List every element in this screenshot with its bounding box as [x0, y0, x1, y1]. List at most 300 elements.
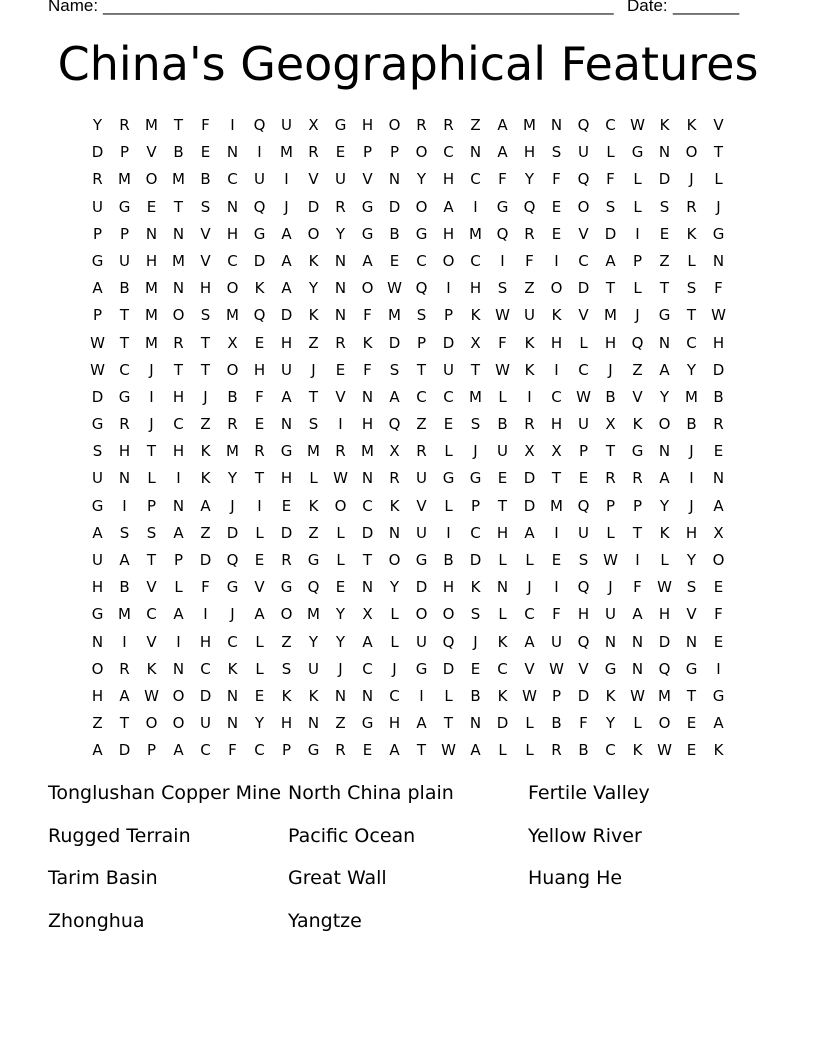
- grid-cell[interactable]: X: [605, 415, 616, 434]
- grid-cell[interactable]: W: [90, 360, 105, 379]
- grid-cell[interactable]: T: [686, 306, 697, 325]
- grid-cell[interactable]: H: [91, 686, 104, 705]
- grid-cell[interactable]: F: [714, 279, 723, 298]
- grid-cell[interactable]: I: [446, 279, 451, 298]
- grid-cell[interactable]: X: [524, 442, 535, 461]
- grid-cell[interactable]: V: [146, 143, 157, 162]
- grid-cell[interactable]: D: [577, 279, 590, 298]
- grid-cell[interactable]: A: [497, 116, 508, 134]
- grid-cell[interactable]: T: [119, 714, 130, 733]
- grid-cell[interactable]: M: [685, 387, 698, 406]
- grid-cell[interactable]: G: [658, 306, 671, 325]
- grid-cell[interactable]: O: [91, 659, 104, 678]
- grid-cell[interactable]: E: [551, 197, 562, 216]
- grid-cell[interactable]: H: [577, 605, 590, 624]
- grid-cell[interactable]: A: [92, 741, 103, 760]
- grid-cell[interactable]: J: [203, 387, 208, 406]
- grid-cell[interactable]: I: [689, 469, 694, 488]
- grid-cell[interactable]: L: [498, 551, 507, 569]
- grid-cell[interactable]: D: [388, 333, 401, 352]
- grid-cell[interactable]: M: [145, 333, 158, 352]
- grid-cell[interactable]: T: [659, 279, 670, 298]
- grid-cell[interactable]: N: [307, 714, 320, 733]
- grid-cell[interactable]: P: [632, 496, 643, 515]
- grid-cell[interactable]: G: [631, 143, 644, 162]
- grid-cell[interactable]: P: [362, 143, 373, 162]
- grid-cell[interactable]: T: [173, 197, 184, 216]
- grid-cell[interactable]: T: [551, 469, 562, 488]
- grid-cell[interactable]: E: [335, 360, 346, 379]
- grid-cell[interactable]: I: [419, 686, 424, 705]
- grid-cell[interactable]: Q: [523, 197, 536, 216]
- grid-cell[interactable]: A: [443, 197, 454, 216]
- grid-cell[interactable]: G: [307, 741, 320, 760]
- grid-cell[interactable]: C: [470, 170, 481, 189]
- grid-cell[interactable]: H: [226, 224, 239, 243]
- grid-cell[interactable]: Q: [253, 306, 266, 325]
- grid-cell[interactable]: A: [119, 551, 130, 569]
- grid-cell[interactable]: J: [230, 605, 235, 624]
- grid-cell[interactable]: E: [659, 224, 670, 243]
- grid-cell[interactable]: B: [119, 578, 130, 597]
- grid-cell[interactable]: P: [389, 143, 400, 162]
- grid-cell[interactable]: N: [604, 632, 617, 651]
- grid-cell[interactable]: V: [146, 578, 157, 597]
- grid-cell[interactable]: H: [199, 279, 212, 298]
- grid-cell[interactable]: G: [604, 659, 617, 678]
- grid-cell[interactable]: B: [173, 143, 184, 162]
- grid-cell[interactable]: A: [173, 605, 184, 624]
- grid-cell[interactable]: E: [578, 469, 589, 488]
- grid-cell[interactable]: F: [714, 605, 723, 624]
- grid-cell[interactable]: D: [361, 523, 374, 542]
- grid-cell[interactable]: Z: [335, 714, 346, 733]
- grid-cell[interactable]: N: [145, 224, 158, 243]
- grid-cell[interactable]: X: [308, 116, 319, 134]
- grid-cell[interactable]: H: [280, 469, 293, 488]
- grid-cell[interactable]: O: [172, 714, 185, 733]
- grid-cell[interactable]: A: [713, 496, 724, 515]
- grid-cell[interactable]: O: [145, 170, 158, 189]
- grid-cell[interactable]: S: [119, 523, 130, 542]
- grid-cell[interactable]: J: [527, 578, 532, 597]
- grid-cell[interactable]: K: [524, 360, 535, 379]
- grid-cell[interactable]: S: [92, 442, 103, 461]
- grid-cell[interactable]: T: [362, 551, 373, 569]
- grid-cell[interactable]: N: [334, 686, 347, 705]
- grid-cell[interactable]: N: [712, 251, 725, 270]
- grid-cell[interactable]: R: [254, 442, 265, 461]
- grid-cell[interactable]: B: [227, 387, 238, 406]
- grid-cell[interactable]: L: [525, 714, 534, 733]
- grid-cell[interactable]: L: [633, 714, 642, 733]
- grid-cell[interactable]: W: [657, 741, 672, 760]
- grid-cell[interactable]: M: [469, 224, 482, 243]
- grid-cell[interactable]: C: [146, 605, 157, 624]
- grid-cell[interactable]: P: [173, 551, 184, 569]
- grid-cell[interactable]: A: [281, 224, 292, 243]
- grid-cell[interactable]: W: [711, 306, 726, 325]
- grid-cell[interactable]: N: [172, 224, 185, 243]
- grid-cell[interactable]: W: [657, 578, 672, 597]
- grid-cell[interactable]: H: [388, 714, 401, 733]
- grid-cell[interactable]: J: [608, 578, 613, 597]
- grid-cell[interactable]: U: [524, 306, 535, 325]
- grid-cell[interactable]: D: [442, 333, 455, 352]
- grid-cell[interactable]: N: [631, 632, 644, 651]
- grid-cell[interactable]: K: [632, 741, 643, 760]
- grid-cell[interactable]: F: [363, 306, 372, 325]
- grid-cell[interactable]: A: [362, 251, 373, 270]
- grid-cell[interactable]: K: [362, 333, 373, 352]
- grid-cell[interactable]: L: [444, 686, 453, 705]
- grid-cell[interactable]: D: [280, 523, 293, 542]
- grid-cell[interactable]: C: [200, 659, 211, 678]
- grid-cell[interactable]: V: [524, 659, 535, 678]
- grid-cell[interactable]: G: [118, 387, 131, 406]
- grid-cell[interactable]: A: [659, 469, 670, 488]
- grid-cell[interactable]: D: [91, 387, 104, 406]
- grid-cell[interactable]: K: [659, 523, 670, 542]
- grid-cell[interactable]: S: [416, 306, 427, 325]
- grid-cell[interactable]: B: [389, 224, 400, 243]
- grid-cell[interactable]: S: [200, 306, 211, 325]
- grid-cell[interactable]: R: [524, 415, 535, 434]
- grid-cell[interactable]: Y: [686, 551, 697, 569]
- grid-cell[interactable]: W: [144, 686, 159, 705]
- grid-cell[interactable]: H: [361, 116, 374, 134]
- grid-cell[interactable]: L: [390, 605, 399, 624]
- grid-cell[interactable]: J: [284, 197, 289, 216]
- grid-cell[interactable]: W: [333, 469, 348, 488]
- grid-cell[interactable]: E: [281, 496, 292, 515]
- grid-cell[interactable]: D: [199, 686, 212, 705]
- grid-cell[interactable]: A: [362, 632, 373, 651]
- grid-cell[interactable]: R: [335, 741, 346, 760]
- grid-cell[interactable]: Z: [200, 523, 211, 542]
- grid-cell[interactable]: H: [280, 714, 293, 733]
- grid-cell[interactable]: A: [470, 741, 481, 760]
- grid-cell[interactable]: L: [336, 551, 345, 569]
- grid-cell[interactable]: N: [361, 387, 374, 406]
- grid-cell[interactable]: R: [416, 442, 427, 461]
- grid-cell[interactable]: L: [498, 605, 507, 624]
- grid-cell[interactable]: G: [91, 496, 104, 515]
- grid-cell[interactable]: O: [280, 605, 293, 624]
- grid-cell[interactable]: N: [172, 659, 185, 678]
- grid-cell[interactable]: S: [605, 197, 616, 216]
- grid-cell[interactable]: F: [633, 578, 642, 597]
- grid-cell[interactable]: Y: [308, 279, 319, 298]
- grid-cell[interactable]: J: [311, 360, 316, 379]
- grid-cell[interactable]: O: [658, 415, 671, 434]
- grid-cell[interactable]: O: [685, 143, 698, 162]
- grid-cell[interactable]: N: [685, 632, 698, 651]
- grid-cell[interactable]: Q: [442, 632, 455, 651]
- grid-cell[interactable]: M: [469, 387, 482, 406]
- grid-cell[interactable]: F: [525, 251, 534, 270]
- grid-cell[interactable]: Y: [92, 116, 103, 134]
- grid-cell[interactable]: Z: [659, 251, 670, 270]
- grid-cell[interactable]: A: [92, 279, 103, 298]
- grid-cell[interactable]: D: [577, 686, 590, 705]
- grid-cell[interactable]: N: [334, 306, 347, 325]
- grid-cell[interactable]: V: [686, 605, 697, 624]
- grid-cell[interactable]: Z: [308, 523, 319, 542]
- grid-cell[interactable]: L: [525, 551, 534, 569]
- grid-cell[interactable]: N: [658, 333, 671, 352]
- grid-cell[interactable]: G: [712, 224, 725, 243]
- grid-cell[interactable]: M: [307, 605, 320, 624]
- grid-cell[interactable]: S: [470, 605, 481, 624]
- date-field[interactable]: _______: [673, 0, 740, 15]
- grid-cell[interactable]: I: [527, 387, 532, 406]
- grid-cell[interactable]: Y: [686, 360, 697, 379]
- grid-cell[interactable]: G: [361, 714, 374, 733]
- grid-cell[interactable]: E: [335, 578, 346, 597]
- grid-cell[interactable]: M: [226, 306, 239, 325]
- grid-cell[interactable]: I: [284, 170, 289, 189]
- grid-cell[interactable]: L: [633, 197, 642, 216]
- grid-cell[interactable]: E: [362, 741, 373, 760]
- grid-cell[interactable]: T: [497, 496, 508, 515]
- grid-cell[interactable]: V: [632, 387, 643, 406]
- grid-cell[interactable]: W: [630, 116, 645, 134]
- grid-cell[interactable]: L: [174, 578, 183, 597]
- grid-cell[interactable]: H: [442, 578, 455, 597]
- grid-cell[interactable]: O: [361, 279, 374, 298]
- grid-cell[interactable]: O: [388, 551, 401, 569]
- grid-cell[interactable]: B: [200, 170, 211, 189]
- grid-cell[interactable]: N: [469, 143, 482, 162]
- grid-cell[interactable]: B: [551, 714, 562, 733]
- grid-cell[interactable]: A: [200, 496, 211, 515]
- grid-cell[interactable]: T: [443, 714, 454, 733]
- grid-cell[interactable]: T: [632, 523, 643, 542]
- grid-cell[interactable]: V: [308, 170, 319, 189]
- grid-cell[interactable]: B: [686, 415, 697, 434]
- grid-cell[interactable]: F: [552, 605, 561, 624]
- grid-cell[interactable]: K: [200, 469, 211, 488]
- grid-cell[interactable]: Q: [388, 415, 401, 434]
- grid-cell[interactable]: U: [416, 523, 427, 542]
- grid-cell[interactable]: V: [713, 116, 724, 134]
- grid-cell[interactable]: Q: [577, 632, 590, 651]
- grid-cell[interactable]: G: [91, 251, 104, 270]
- grid-cell[interactable]: M: [172, 251, 185, 270]
- grid-cell[interactable]: L: [633, 279, 642, 298]
- grid-cell[interactable]: R: [335, 333, 346, 352]
- grid-cell[interactable]: O: [172, 306, 185, 325]
- grid-cell[interactable]: V: [578, 224, 589, 243]
- grid-cell[interactable]: A: [605, 251, 616, 270]
- grid-cell[interactable]: H: [199, 632, 212, 651]
- grid-cell[interactable]: M: [118, 605, 131, 624]
- grid-cell[interactable]: Q: [577, 496, 590, 515]
- grid-cell[interactable]: C: [497, 659, 508, 678]
- grid-cell[interactable]: M: [388, 306, 401, 325]
- grid-cell[interactable]: W: [630, 686, 645, 705]
- grid-cell[interactable]: U: [119, 251, 130, 270]
- grid-cell[interactable]: G: [91, 605, 104, 624]
- grid-cell[interactable]: N: [388, 170, 401, 189]
- grid-cell[interactable]: E: [713, 578, 724, 597]
- grid-cell[interactable]: G: [307, 551, 320, 569]
- grid-cell[interactable]: N: [550, 116, 563, 134]
- grid-cell[interactable]: O: [442, 251, 455, 270]
- grid-cell[interactable]: T: [200, 333, 211, 352]
- grid-cell[interactable]: G: [442, 469, 455, 488]
- grid-cell[interactable]: F: [606, 170, 615, 189]
- grid-cell[interactable]: V: [254, 578, 265, 597]
- grid-cell[interactable]: J: [473, 442, 478, 461]
- grid-cell[interactable]: T: [146, 551, 157, 569]
- grid-cell[interactable]: Q: [577, 116, 590, 134]
- grid-cell[interactable]: H: [712, 333, 725, 352]
- grid-cell[interactable]: A: [659, 360, 670, 379]
- grid-cell[interactable]: D: [496, 714, 509, 733]
- grid-cell[interactable]: F: [552, 170, 561, 189]
- grid-cell[interactable]: H: [91, 578, 104, 597]
- grid-cell[interactable]: E: [254, 333, 265, 352]
- grid-cell[interactable]: T: [605, 279, 616, 298]
- grid-cell[interactable]: U: [605, 605, 616, 624]
- grid-cell[interactable]: A: [254, 605, 265, 624]
- grid-cell[interactable]: O: [415, 197, 428, 216]
- grid-cell[interactable]: H: [253, 360, 266, 379]
- grid-cell[interactable]: A: [524, 632, 535, 651]
- grid-cell[interactable]: M: [280, 143, 293, 162]
- grid-cell[interactable]: V: [200, 251, 211, 270]
- grid-cell[interactable]: C: [416, 251, 427, 270]
- grid-cell[interactable]: G: [253, 224, 266, 243]
- grid-cell[interactable]: H: [685, 523, 698, 542]
- grid-cell[interactable]: J: [689, 442, 694, 461]
- grid-cell[interactable]: H: [442, 224, 455, 243]
- grid-cell[interactable]: O: [415, 605, 428, 624]
- grid-cell[interactable]: A: [524, 523, 535, 542]
- grid-cell[interactable]: R: [443, 116, 454, 134]
- grid-cell[interactable]: P: [146, 496, 157, 515]
- grid-cell[interactable]: J: [230, 496, 235, 515]
- grid-cell[interactable]: J: [149, 415, 154, 434]
- grid-cell[interactable]: A: [389, 741, 400, 760]
- grid-cell[interactable]: G: [631, 442, 644, 461]
- grid-cell[interactable]: F: [255, 387, 264, 406]
- grid-cell[interactable]: D: [226, 523, 239, 542]
- grid-cell[interactable]: N: [334, 279, 347, 298]
- grid-cell[interactable]: M: [307, 442, 320, 461]
- grid-cell[interactable]: R: [92, 170, 103, 189]
- grid-cell[interactable]: A: [632, 605, 643, 624]
- grid-cell[interactable]: E: [254, 551, 265, 569]
- grid-cell[interactable]: N: [496, 578, 509, 597]
- grid-cell[interactable]: Z: [470, 116, 481, 134]
- grid-cell[interactable]: Z: [416, 415, 427, 434]
- grid-cell[interactable]: S: [686, 578, 697, 597]
- grid-cell[interactable]: G: [118, 197, 131, 216]
- grid-cell[interactable]: C: [362, 496, 373, 515]
- grid-cell[interactable]: N: [172, 496, 185, 515]
- grid-cell[interactable]: S: [497, 279, 508, 298]
- grid-cell[interactable]: N: [658, 143, 671, 162]
- grid-cell[interactable]: C: [173, 415, 184, 434]
- grid-cell[interactable]: I: [257, 143, 262, 162]
- grid-cell[interactable]: Q: [658, 659, 671, 678]
- grid-cell[interactable]: L: [255, 659, 264, 678]
- grid-cell[interactable]: Z: [308, 333, 319, 352]
- grid-cell[interactable]: C: [686, 333, 697, 352]
- grid-cell[interactable]: D: [658, 170, 671, 189]
- grid-cell[interactable]: N: [280, 415, 293, 434]
- grid-cell[interactable]: D: [523, 496, 536, 515]
- grid-cell[interactable]: M: [361, 442, 374, 461]
- grid-cell[interactable]: F: [498, 333, 507, 352]
- grid-cell[interactable]: Y: [416, 170, 427, 189]
- grid-cell[interactable]: F: [201, 116, 210, 134]
- grid-cell[interactable]: U: [308, 659, 319, 678]
- grid-cell[interactable]: E: [146, 197, 157, 216]
- grid-cell[interactable]: E: [443, 415, 454, 434]
- grid-cell[interactable]: N: [172, 279, 185, 298]
- grid-cell[interactable]: S: [389, 360, 400, 379]
- grid-cell[interactable]: C: [605, 116, 616, 134]
- grid-cell[interactable]: A: [389, 387, 400, 406]
- grid-cell[interactable]: G: [226, 578, 239, 597]
- grid-cell[interactable]: H: [442, 170, 455, 189]
- grid-cell[interactable]: Z: [92, 714, 103, 733]
- grid-cell[interactable]: T: [416, 360, 427, 379]
- grid-cell[interactable]: T: [254, 469, 265, 488]
- grid-cell[interactable]: Y: [659, 496, 670, 515]
- grid-cell[interactable]: P: [443, 306, 454, 325]
- grid-cell[interactable]: R: [119, 116, 130, 134]
- grid-cell[interactable]: J: [716, 197, 721, 216]
- grid-cell[interactable]: O: [658, 714, 671, 733]
- grid-cell[interactable]: P: [92, 224, 103, 243]
- grid-cell[interactable]: G: [91, 415, 104, 434]
- grid-cell[interactable]: L: [255, 632, 264, 651]
- grid-cell[interactable]: L: [525, 741, 534, 760]
- grid-cell[interactable]: P: [416, 333, 427, 352]
- grid-cell[interactable]: R: [389, 469, 400, 488]
- grid-cell[interactable]: Y: [605, 714, 616, 733]
- grid-cell[interactable]: O: [442, 605, 455, 624]
- grid-cell[interactable]: E: [686, 741, 697, 760]
- grid-cell[interactable]: Q: [253, 197, 266, 216]
- grid-cell[interactable]: U: [92, 551, 103, 569]
- grid-cell[interactable]: F: [498, 170, 507, 189]
- grid-cell[interactable]: N: [226, 686, 239, 705]
- grid-cell[interactable]: C: [254, 741, 265, 760]
- grid-cell[interactable]: L: [714, 170, 723, 189]
- grid-cell[interactable]: V: [146, 632, 157, 651]
- grid-cell[interactable]: L: [444, 496, 453, 515]
- grid-cell[interactable]: L: [660, 551, 669, 569]
- grid-cell[interactable]: G: [415, 659, 428, 678]
- grid-cell[interactable]: D: [199, 551, 212, 569]
- grid-cell[interactable]: U: [416, 632, 427, 651]
- grid-cell[interactable]: R: [713, 415, 724, 434]
- grid-cell[interactable]: E: [713, 632, 724, 651]
- grid-cell[interactable]: N: [91, 632, 104, 651]
- grid-cell[interactable]: B: [119, 279, 130, 298]
- grid-cell[interactable]: W: [441, 741, 456, 760]
- grid-cell[interactable]: U: [281, 360, 292, 379]
- grid-cell[interactable]: K: [605, 686, 616, 705]
- grid-cell[interactable]: U: [92, 469, 103, 488]
- grid-cell[interactable]: I: [500, 251, 505, 270]
